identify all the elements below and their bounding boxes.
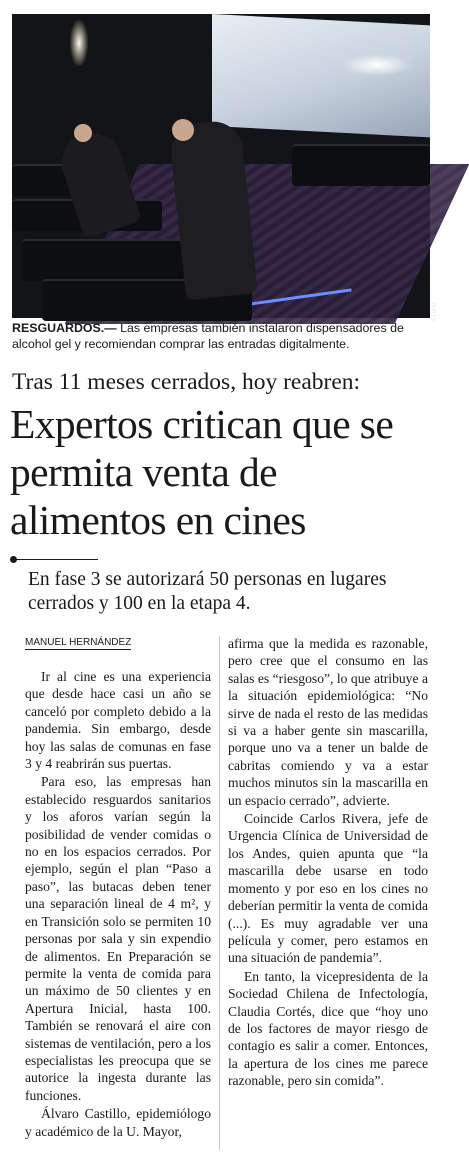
column-separator bbox=[219, 636, 220, 1150]
headline: Expertos critican que se permita venta de alimentos en cines bbox=[10, 401, 394, 543]
paragraph: Ir al cine es una experiencia que desde hace casi un año se canceló por completo debido a la pandemia. Sin embargo, desde hoy las salas de comunas en fase 3 y 4 reabrirán sus puertas. bbox=[25, 669, 211, 772]
article-photo bbox=[12, 14, 438, 323]
photo-credit: ATON bbox=[432, 302, 438, 323]
paragraph: afirma que la medida es razonable, pero cree que el consumo en las salas es “riesgoso”, lo que atribuye a la situación epidemiológica: “No sirve de nada el resto de las medidas si va a haber gente sin mascarilla, porque uno va a tener un balde de cabritas comiendo y va a estar muchos minutos sin la mascarilla en un espacio cerrado”, advierte. bbox=[228, 636, 428, 808]
screen-glow bbox=[342, 54, 412, 76]
subheadline: En fase 3 se autorizará 50 personas en lugares cerrados y 100 en la etapa 4. bbox=[28, 569, 387, 614]
divider-line bbox=[14, 559, 98, 560]
seat-row bbox=[292, 144, 430, 186]
headline-kicker: Tras 11 meses cerrados, hoy reabren: bbox=[12, 369, 361, 395]
worker-head bbox=[172, 119, 194, 141]
worker-head bbox=[74, 124, 92, 142]
paragraph: Álvaro Castillo, epidemiólogo y académico de la U. Mayor, bbox=[25, 1106, 211, 1139]
body-column-right bbox=[228, 635, 428, 1090]
body-column-left bbox=[25, 668, 211, 1140]
paragraph: Coincide Carlos Rivera, jefe de Urgencia Clínica de Universidad de los Andes, quien apunta que “la mascarilla debe usarse en todo momento y por eso en los cines no deberían permitir la venta de comida (...). Es muy agradable ver una película y comer, pero estamos en una situación de pandemia”. bbox=[228, 811, 428, 966]
photo-caption bbox=[12, 320, 432, 352]
ceiling-light bbox=[70, 20, 88, 66]
caption-text: Las empresas también instalaron dispensadores de alcohol gel y recomiendan comprar las entradas digitalmente. bbox=[12, 321, 404, 351]
byline: MANUEL HERNÁNDEZ bbox=[25, 637, 132, 648]
paragraph: Para eso, las empresas han establecido resguardos sanitarios y los aforos varían según la posibilidad de vender comidas o no en los espacios cerrados. Por ejemplo, según el plan “Paso a paso”, las butacas deben tener una separación lineal de 4 m², y en Transición solo se permiten 10 personas por sala y sin expendio de alimentos. En Preparación se permite la venta de comida para un máximo de 50 clientes y en Apertura Inicial, hasta 100. También se renovará el aire con sistemas de ventilación, pero a los especialistas les preocupa que se autorice la ingesta durante las funciones. bbox=[25, 774, 211, 1103]
caption-label: RESGUARDOS.— bbox=[12, 321, 117, 335]
paragraph: En tanto, la vicepresidenta de la Sociedad Chilena de Infectología, Claudia Cortés, dice que “hoy uno de los factores de mayor riesgo de contagio es salir a comer. Entonces, la apertura de los cines me parece razonable, pero sin comida”. bbox=[228, 968, 428, 1089]
